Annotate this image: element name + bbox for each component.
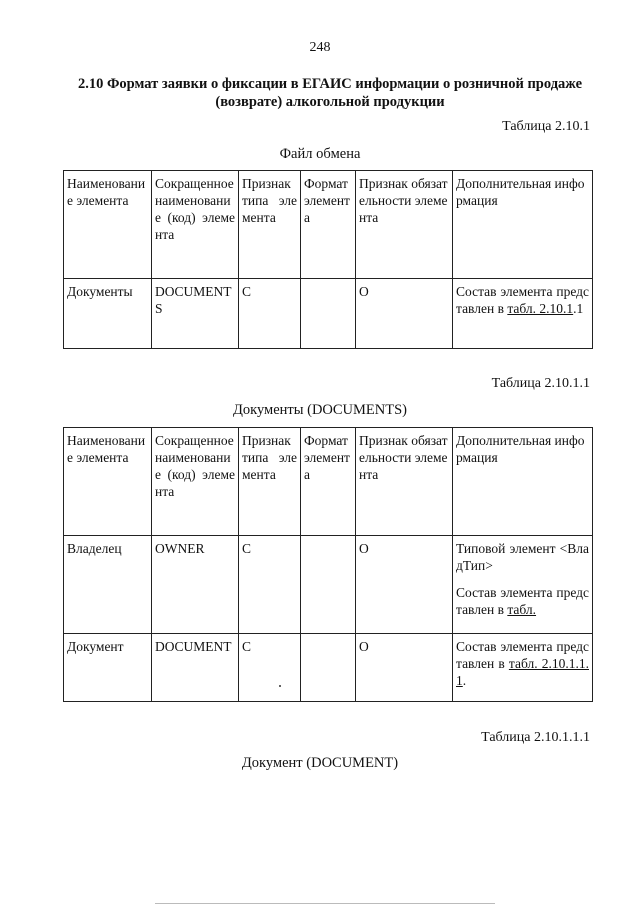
table-caption-document: Документ (DOCUMENT) <box>241 755 399 771</box>
cell-format <box>301 536 356 634</box>
table-row <box>64 536 593 634</box>
header-cell: Признак обязательности элемента <box>356 428 453 536</box>
info-tail: .1 <box>573 301 584 316</box>
page-edge-line <box>155 903 495 904</box>
cell-info <box>453 634 593 702</box>
table-header-row <box>64 171 593 279</box>
info-text: Состав элемента представлен в <box>456 284 589 316</box>
table-label-2-10-1: Таблица 2.10.1 <box>502 119 590 134</box>
table-reference-link[interactable]: табл. 2.10.1.1.1 <box>456 656 589 688</box>
table-caption-documents: Документы (DOCUMENTS) <box>233 402 407 418</box>
section-heading-line-2: (возврате) алкогольной продукции <box>215 94 445 110</box>
cell-format <box>301 634 356 702</box>
cell-info <box>453 536 593 634</box>
cell-type: С <box>239 536 301 634</box>
table-row <box>64 279 593 349</box>
scan-artifact-dot <box>279 685 281 687</box>
header-cell: Признак обязательности элемента <box>356 171 453 279</box>
info-text: Типовой элемент <ВладТип> <box>456 541 589 573</box>
section-heading-line-1: 2.10 Формат заявки о фиксации в ЕГАИС информации о розничной продаже <box>77 76 583 92</box>
cell-format <box>301 279 356 349</box>
table-file-exchange <box>63 170 593 349</box>
info-tail: . <box>462 673 467 688</box>
table-label-2-10-1-1-1: Таблица 2.10.1.1.1 <box>481 730 590 745</box>
table-label-2-10-1-1: Таблица 2.10.1.1 <box>491 376 590 391</box>
cell-type: С <box>239 634 301 702</box>
cell-code: OWNER <box>152 536 239 634</box>
table-header-row <box>64 428 593 536</box>
cell-code: DOCUMENTS <box>152 279 239 349</box>
header-cell: Признак типа элемента <box>239 428 301 536</box>
header-cell: Дополнительная информация <box>453 428 593 536</box>
table-reference-link[interactable]: табл. 2.10.1 <box>507 301 574 316</box>
header-cell: Сокращенное наименование (код) элемента <box>152 428 239 536</box>
table-row <box>64 634 593 702</box>
cell-name: Документы <box>64 279 152 349</box>
cell-required: О <box>356 536 453 634</box>
header-cell: Наименование элемента <box>64 428 152 536</box>
header-cell: Наименование элемента <box>64 171 152 279</box>
cell-code: DOCUMENT <box>152 634 239 702</box>
cell-info <box>453 279 593 349</box>
table-documents <box>63 427 593 702</box>
header-cell: Дополнительная информация <box>453 171 593 279</box>
header-cell: Признак типа элемента <box>239 171 301 279</box>
cell-type: С <box>239 279 301 349</box>
info-text: Состав элемента представлен в <box>456 639 589 671</box>
cell-required: О <box>356 279 453 349</box>
table-reference-link[interactable]: табл. <box>507 602 537 617</box>
cell-name: Документ <box>64 634 152 702</box>
page-number: 248 <box>309 40 331 55</box>
header-cell: Сокращенное наименование (код) элемента <box>152 171 239 279</box>
info-text-2: Состав элемента представлен в табл. <box>456 585 589 617</box>
section-heading <box>60 75 600 111</box>
cell-name: Владелец <box>64 536 152 634</box>
header-cell: Формат элемента <box>301 171 356 279</box>
table-caption-file-exchange: Файл обмена <box>279 146 361 162</box>
header-cell: Формат элемента <box>301 428 356 536</box>
cell-required: О <box>356 634 453 702</box>
